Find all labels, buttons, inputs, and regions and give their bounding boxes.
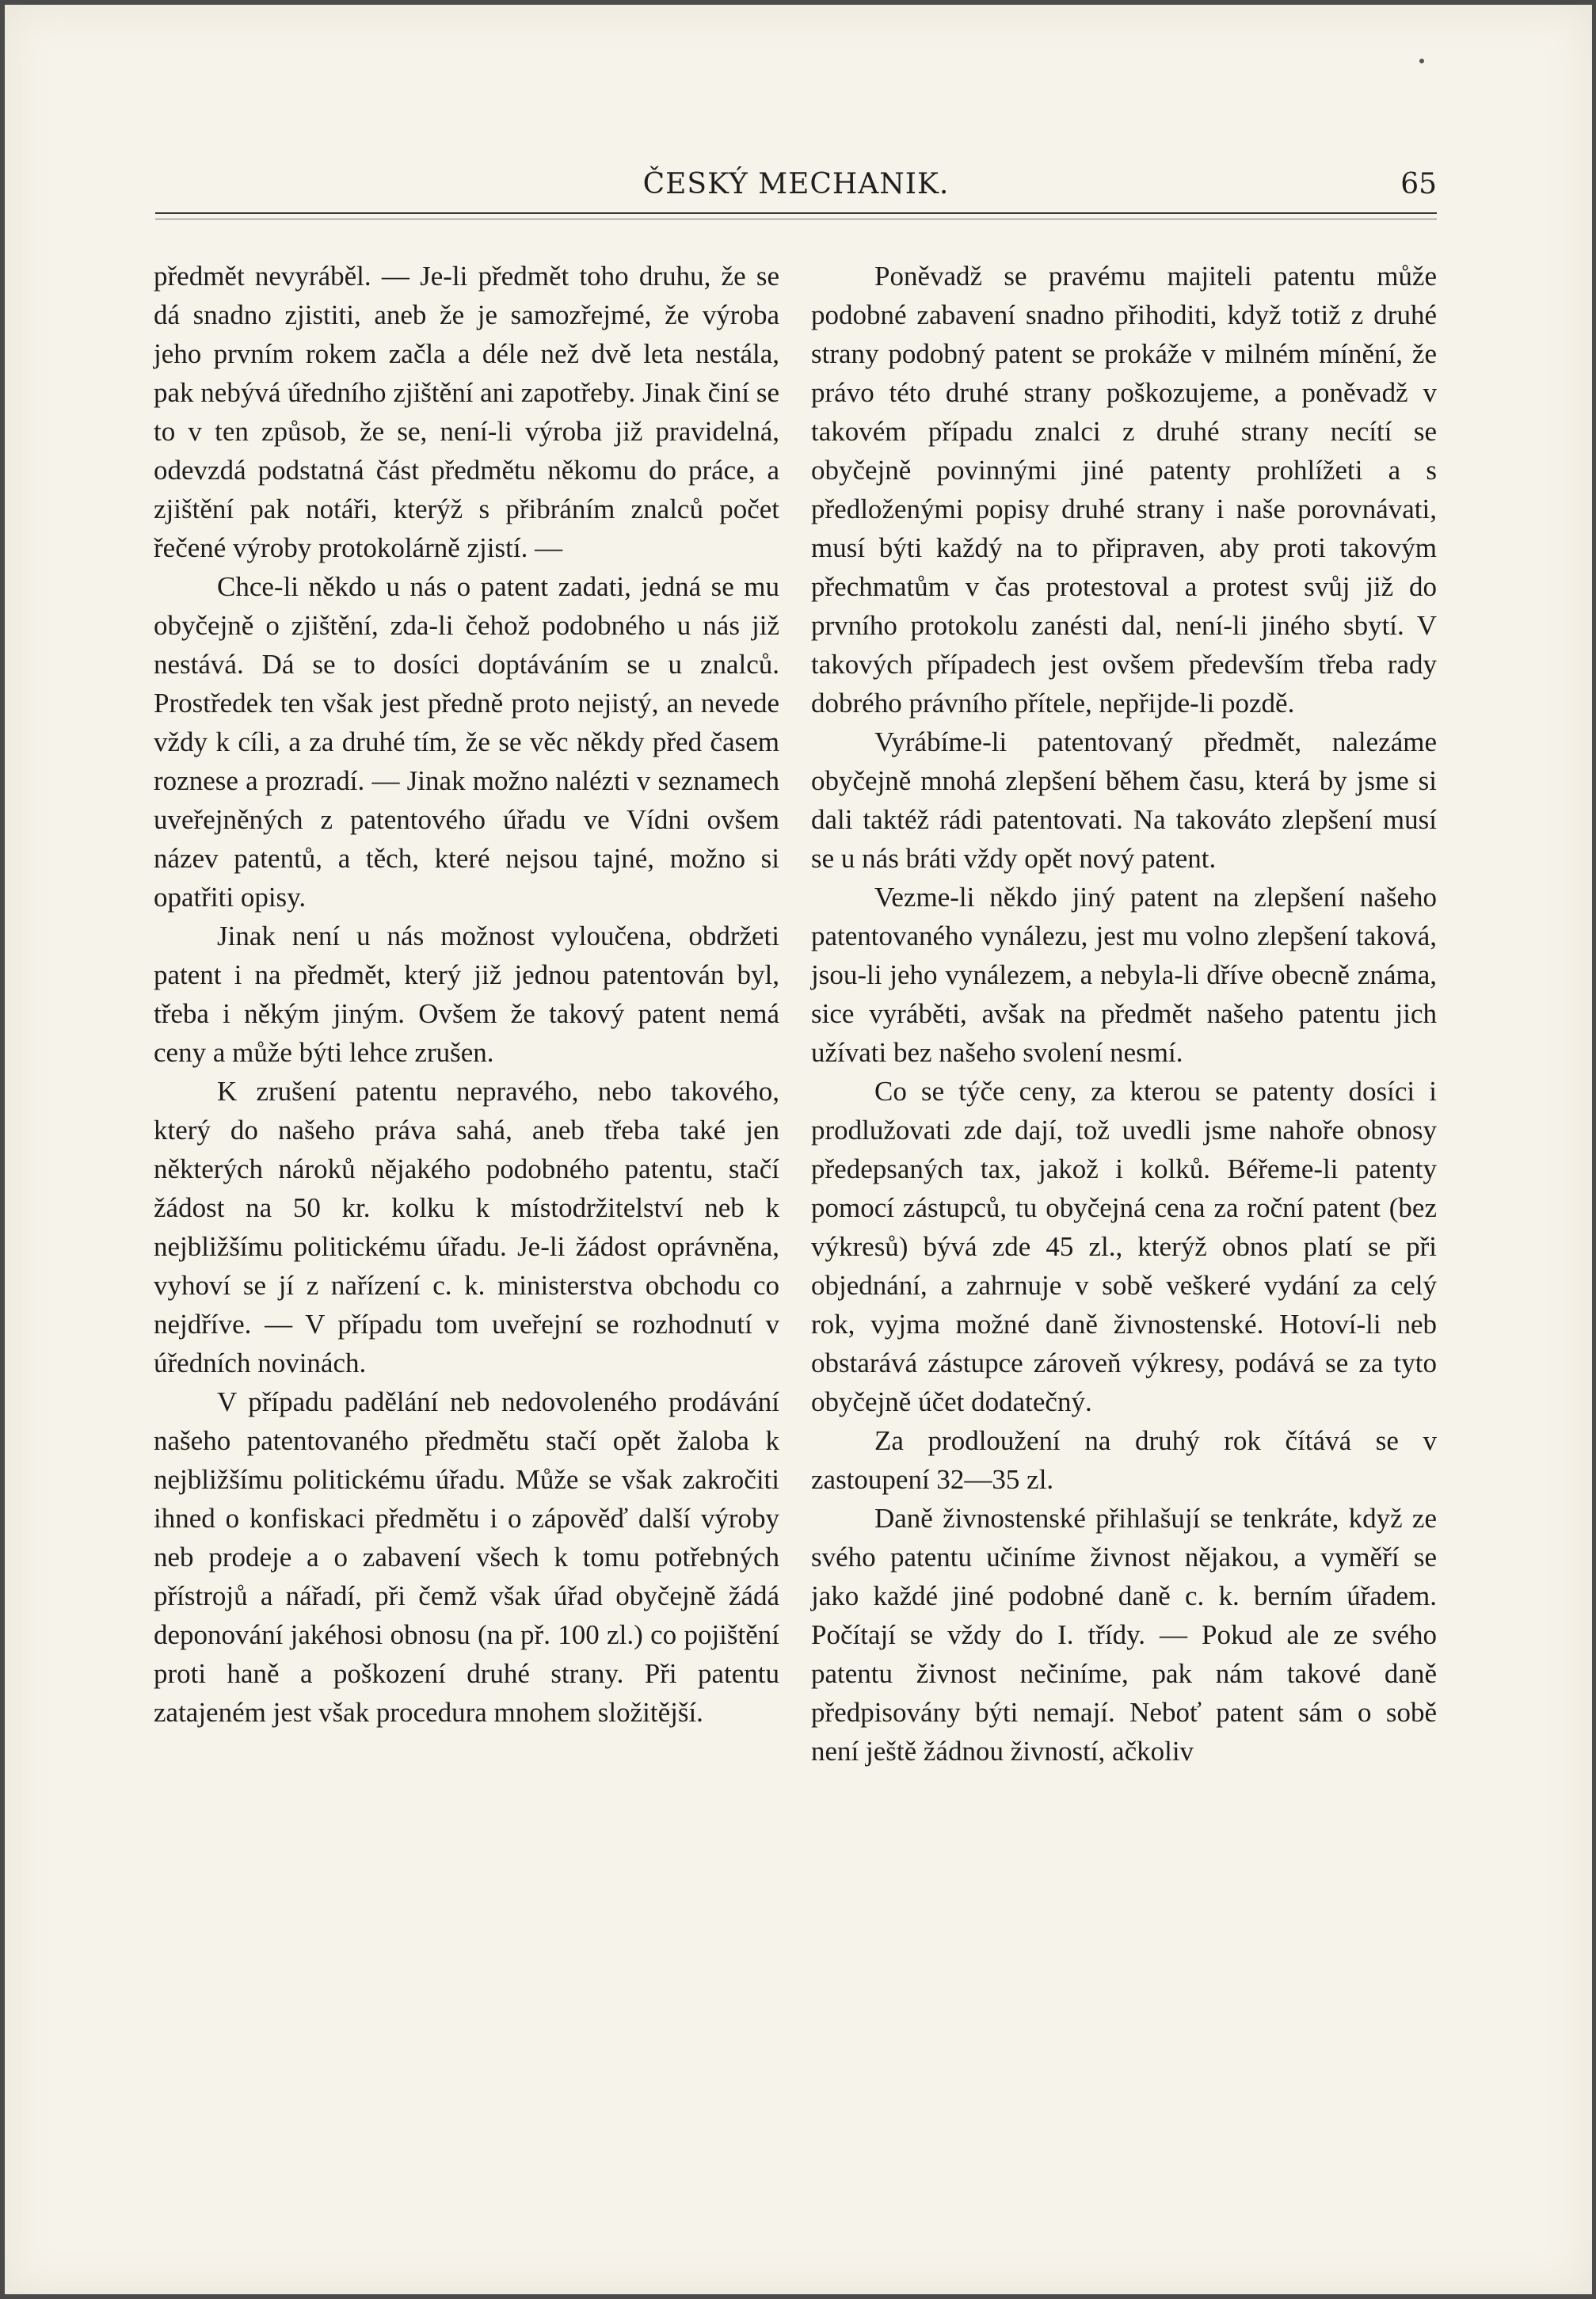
paragraph: Vyrábíme-li patentovaný předmět, nalezáme obyčejně mnohá zlepšení během času, která by jsme si dali taktéž rádi patentovati. Na takováto zlepšení musí se u nás bráti vždy opět nový patent. — [811, 726, 1437, 874]
paragraph: Poněvadž se pravému majiteli patentu může podobné zabavení snadno přihoditi, když totiž z druhé strany podobný patent se prokáže v milném mínění, že právo této druhé strany poškozujeme, a poněvadž v takovém případu znalci z druhé strany necítí se obyčejně povinnými jiné patenty prohlížeti a s předloženými popisy druhé strany i naše porovnávati, musí býti každý na to připraven, aby proti takovým přechmatům v čas protestoval a protest svůj již do prvního protokolu zanésti dal, není-li jiného sbytí. V takových případech jest ovšem především třeba rady dobrého právního přítele, nepřijde-li pozdě. — [811, 261, 1437, 719]
header-rule — [155, 212, 1437, 214]
paragraph: Vezme-li někdo jiný patent na zlepšení našeho patentovaného vynálezu, jest mu volno zlepšení taková, jsou-li jeho vynálezem, a nebyla-li dříve obecně známa, sice vyráběti, avšak na předmět našeho patentu jich užívati bez našeho svolení nesmí. — [811, 882, 1437, 1068]
document-page — [5, 5, 1592, 2294]
paragraph: Chce-li někdo u nás o patent zadati, jedná se mu obyčejně o zjištění, zda-li čehož podobného u nás již nestává. Dá se to dosíci doptáváním se u znalců. Prostředek ten však jest předně proto nejistý, an nevede vždy k cíli, a za druhé tím, že se věc někdy před časem roznese a prozradí. — Jinak možno nalézti v seznamech uveřejněných z patentového úřadu ve Vídni ovšem název patentů, a těch, které nejsou tajné, možno si opatřiti opisy. — [154, 571, 779, 913]
page-header — [155, 168, 1437, 208]
left-column — [154, 257, 779, 1732]
right-column — [811, 257, 1437, 1771]
paragraph: K zrušení patentu nepravého, nebo takového, který do našeho práva sahá, aneb třeba také jen některých nároků nějakého podobného patentu, stačí žádost na 50 kr. kolku k místodržitelství neb k nejbližšímu politickému úřadu. Je-li žádost oprávněna, vyhoví se jí z nařízení c. k. ministerstva obchodu co nejdříve. — V případu tom uveřejní se rozhodnutí v úředních novinách. — [154, 1076, 779, 1378]
paragraph: Za prodloužení na druhý rok čítává se v zastoupení 32—35 zl. — [811, 1425, 1437, 1495]
paragraph: Jinak není u nás možnost vyloučena, obdržeti patent i na předmět, který již jednou patentován byl, třeba i někým jiným. Ovšem že takový patent nemá ceny a může býti lehce zrušen. — [154, 921, 779, 1068]
paragraph: Daně živnostenské přihlašují se tenkráte, když ze svého patentu učiníme živnost nějakou, a vyměří se jako každé jiné podobné daně c. k. berním úřadem. Počítají se vždy do I. třídy. — Pokud ale ze svého patentu živnost nečiníme, pak nám takové daně předpisovány býti nemají. Neboť patent sám o sobě není ještě žádnou živností, ačkoliv — [811, 1503, 1437, 1767]
ink-speck — [1419, 59, 1424, 63]
paragraph: V případu padělání neb nedovoleného prodávání našeho patentovaného předmětu stačí opět žaloba k nejbližšímu politickému úřadu. Může se však zakročiti ihned o konfiskaci předmětu i o zápověď další výroby neb prodeje a o zabavení všech k tomu potřebných přístrojů a nářadí, při čemž však úřad obyčejně žádá deponování jakéhosi obnosu (na př. 100 zl.) co pojištění proti haně a poškození druhé strany. Při patentu zatajeném jest však procedura mnohem složitější. — [154, 1386, 779, 1728]
paragraph: předmět nevyráběl. — Je-li předmět toho druhu, že se dá snadno zjistiti, aneb že je samozřejmé, že výroba jeho prvním rokem začla a déle než dvě leta nestála, pak nebývá úředního zjištění ani zapotřeby. Jinak činí se to v ten způsob, že se, není-li výroba již pravidelná, odevzdá podstatná část předmětu někomu do práce, a zjištění pak notáři, kterýž s přibráním znalců počet řečené výroby protokolárně zjistí. — — [154, 261, 779, 563]
paragraph: Co se týče ceny, za kterou se patenty dosíci i prodlužovati zde dají, tož uvedli jsme nahoře obnosy předepsaných tax, jakož i kolků. Béřeme-li patenty pomocí zástupců, tu obyčejná cena za roční patent (bez výkresů) bývá zde 45 zl., kterýž obnos platí se při objednání, a zahrnuje v sobě veškeré vydání za celý rok, vyjma možné daně živnostenské. Hotoví-li neb obstarává zástupce zároveň výkresy, podává se za tyto obyčejně účet dodatečný. — [811, 1076, 1437, 1417]
page-number: 65 — [1400, 168, 1437, 200]
journal-title: ČESKÝ MECHANIK. — [642, 168, 950, 200]
